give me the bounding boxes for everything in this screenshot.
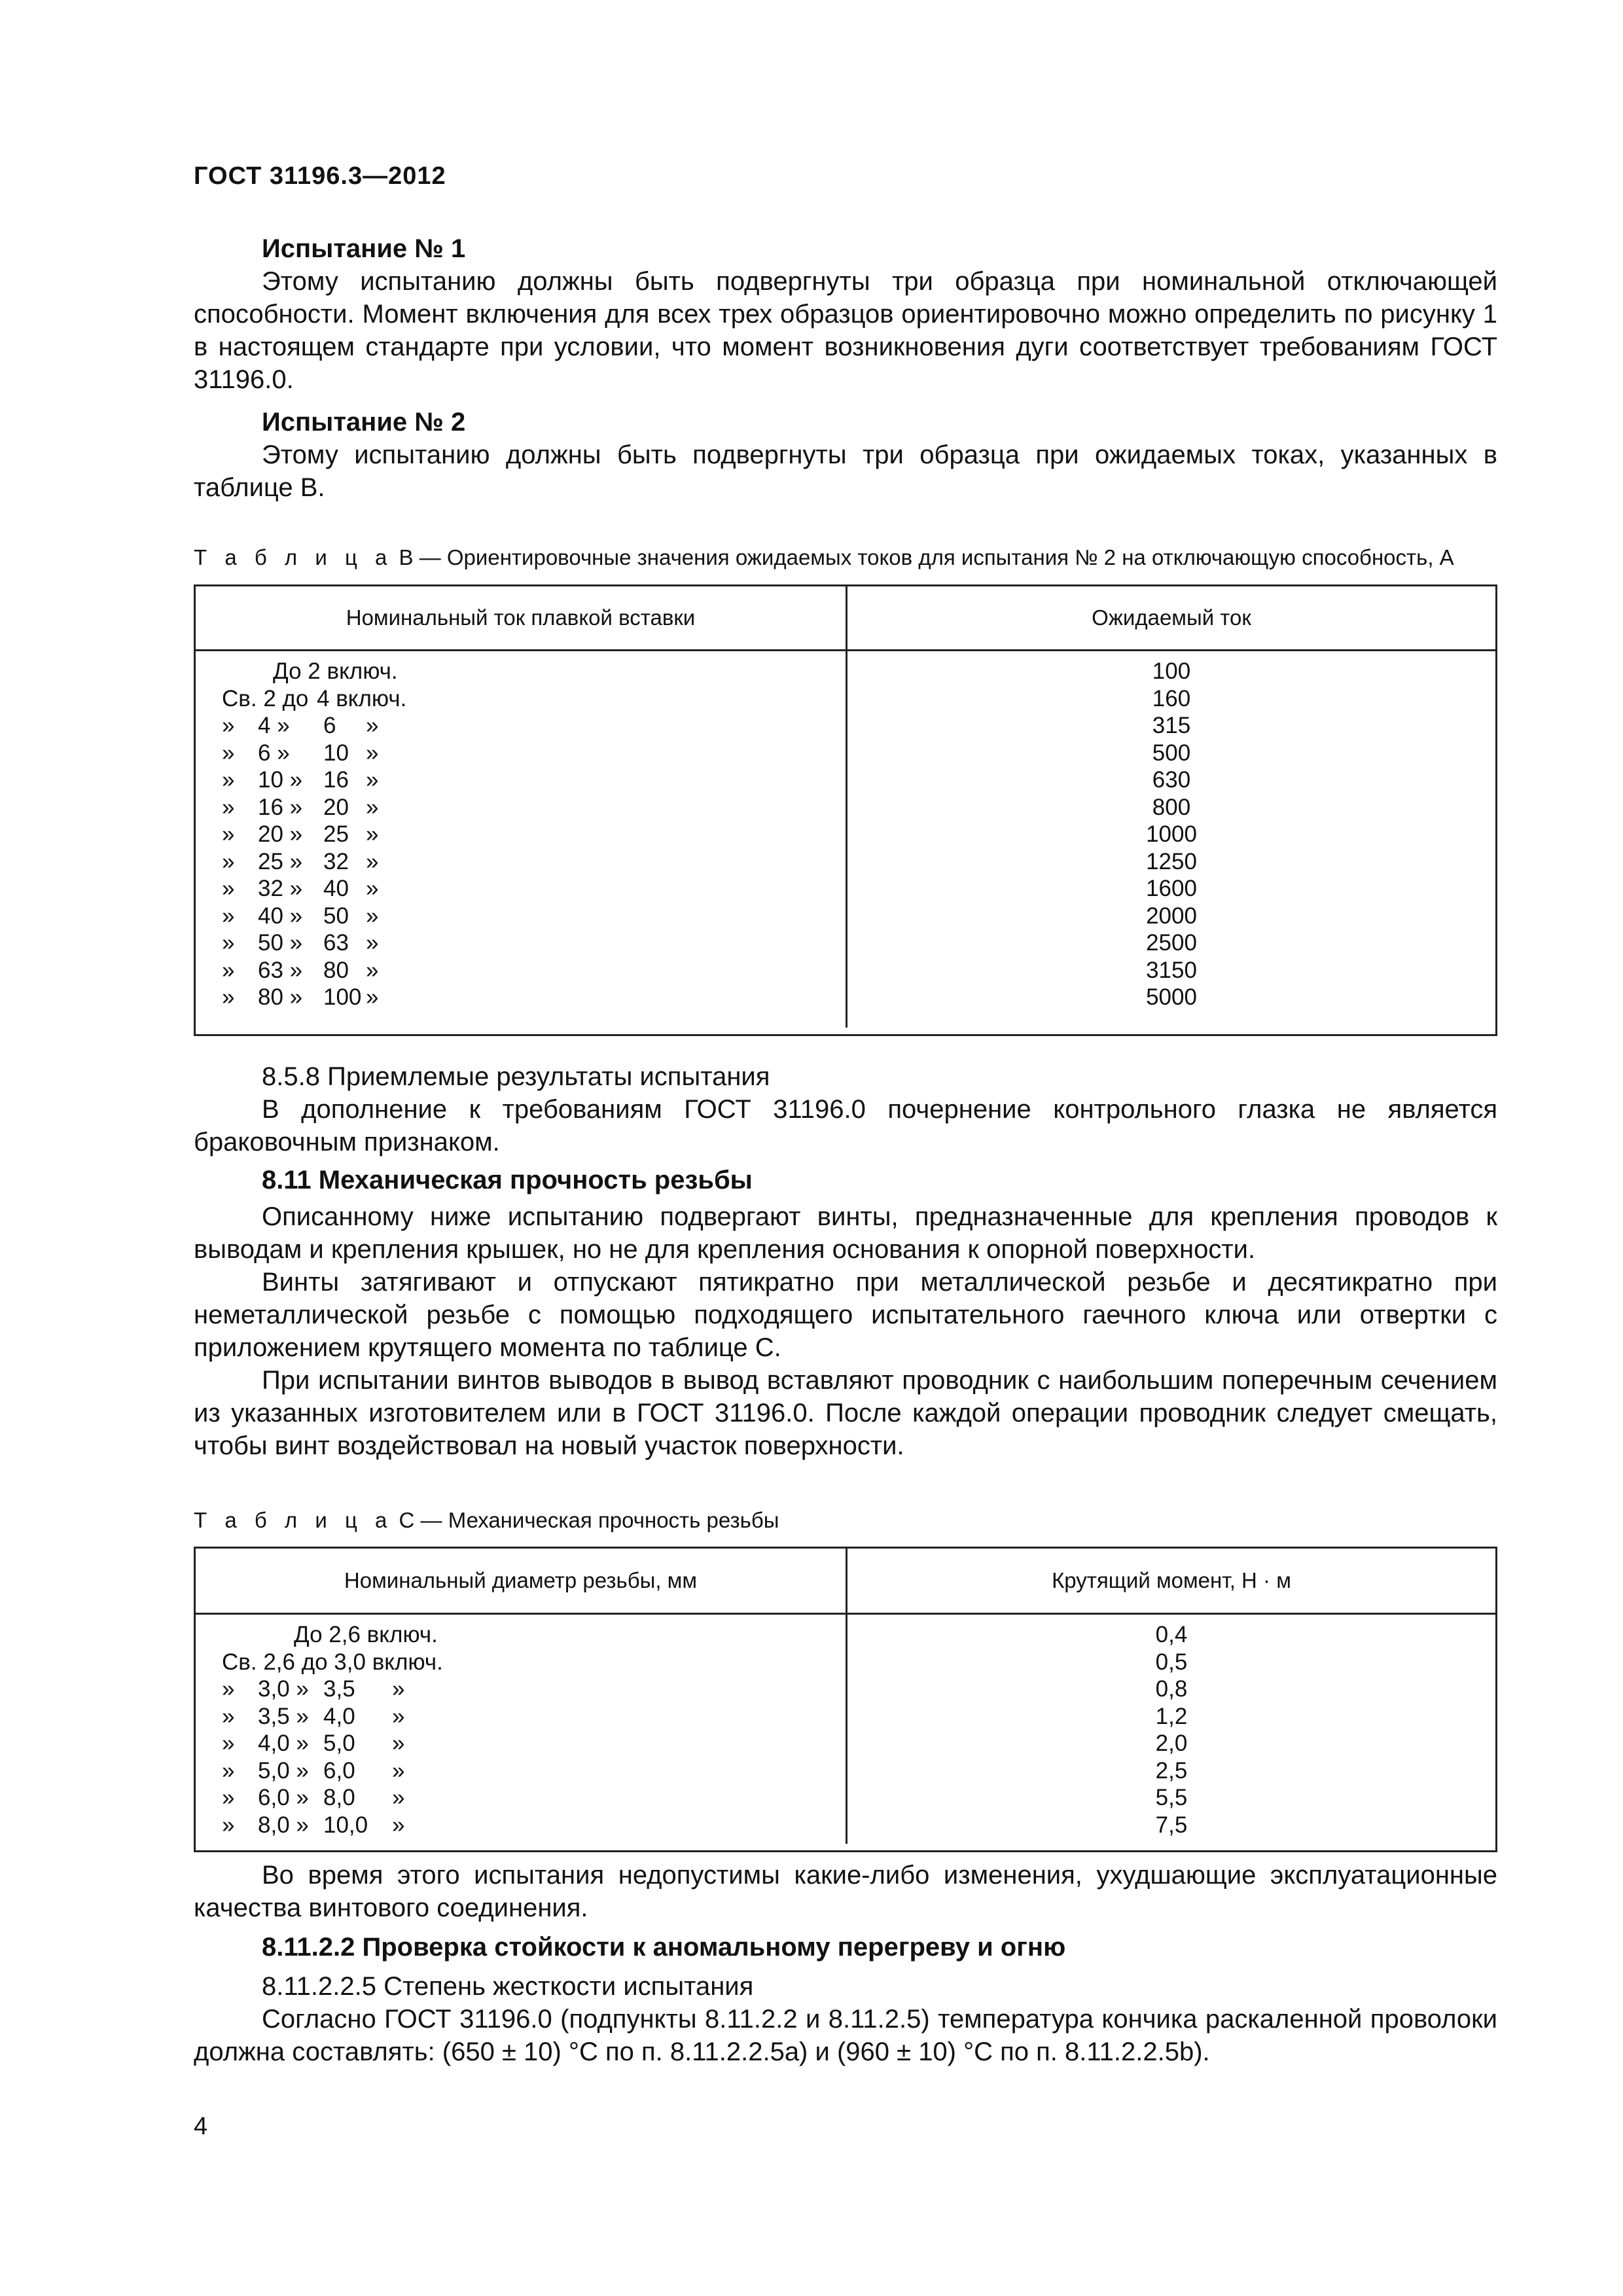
table-cell: » (366, 876, 379, 901)
table-c-header-row (196, 1549, 1495, 1615)
test-1-heading: Испытание № 1 (262, 234, 466, 263)
section-8-11-heading: 8.11 Механическая прочность резьбы (262, 1166, 753, 1194)
table-row (196, 1757, 846, 1785)
test-2-heading: Испытание № 2 (262, 408, 466, 437)
table-b-caption-prefix: Т а б л и ц а (194, 545, 393, 569)
table-b-header-expected-current: Ожидаемый ток (1092, 605, 1251, 630)
table-cell: 6 (323, 713, 336, 738)
page-number: 4 (194, 2113, 208, 2140)
table-cell: » (392, 1785, 405, 1810)
section-8-5-8-text: В дополнение к требованиям ГОСТ 31196.0 почернение контрольного глазка не является браковочным признаком. (194, 1095, 1497, 1157)
table-cell: 10 (323, 740, 349, 766)
table-cell: » (222, 984, 235, 1010)
table-cell: 10 » (258, 767, 303, 793)
table-row (196, 848, 846, 876)
table-cell: » (366, 903, 379, 929)
table-cell: » (366, 767, 379, 793)
table-c (194, 1547, 1497, 1852)
table-cell: 5,0 » (258, 1757, 309, 1784)
table-cell: 0,8 (1155, 1676, 1188, 1702)
table-cell: 4 включ. (317, 685, 407, 711)
table-cell: 40 » (258, 903, 303, 929)
section-8-11-2-2-heading: 8.11.2.2 Проверка стойкости к аномальному перегреву и огню (262, 1933, 1066, 1962)
table-cell: 10,0 (323, 1812, 368, 1838)
table-c-body (196, 1615, 1495, 1850)
table-cell: » (222, 1731, 235, 1756)
table-cell: 500 (1152, 740, 1191, 766)
test-1-section (194, 232, 1497, 396)
test-2-section (194, 406, 1497, 504)
table-row (196, 1703, 846, 1731)
section-8-11-para-1: Описанному ниже испытанию подвергают винты, предназначенные для крепления проводов к выводам и крепления крышек, но не для крепления основания к опорной поверхности. (194, 1202, 1497, 1264)
table-cell: 40 (323, 876, 349, 901)
table-row (196, 685, 846, 713)
table-cell: » (222, 848, 235, 874)
table-cell: 630 (1152, 767, 1191, 793)
section-8-11 (194, 1164, 1497, 1462)
table-row (196, 766, 846, 794)
table-row (196, 740, 846, 767)
table-cell: » (222, 794, 235, 820)
table-cell: 100 (323, 984, 362, 1010)
table-cell: 8,0 » (258, 1812, 309, 1838)
table-cell: 16 (323, 767, 349, 793)
table-cell: Св. 2 до (222, 685, 309, 711)
table-row (196, 903, 846, 930)
table-cell: 6 » (258, 740, 290, 766)
table-cell: 3,5 » (258, 1703, 309, 1729)
table-row (196, 1730, 846, 1757)
table-c-diameter-column (196, 1615, 847, 1844)
table-cell: » (366, 930, 379, 956)
table-cell: » (222, 821, 235, 847)
table-b-body (196, 651, 1495, 1034)
table-cell: » (222, 1812, 235, 1838)
table-cell: » (222, 957, 235, 983)
test-1-text: Этому испытанию должны быть подвергнуты три образца при номинальной отключающей способности. Момент включения для всех трех образцов ориентировочно можно определить по рисунку 1 в настоящем стандарте при условии, что момент возникновения дуги соответствует требованиям ГОСТ 31196.0. (194, 267, 1497, 394)
table-cell: » (366, 984, 379, 1010)
table-cell: 0,4 (1155, 1622, 1188, 1647)
table-cell: » (366, 740, 379, 766)
table-row (196, 1676, 846, 1703)
table-cell: 16 » (258, 794, 303, 820)
table-cell: 5,5 (1155, 1785, 1188, 1810)
test-2-text: Этому испытанию должны быть подвергнуты три образца при ожидаемых токах, указанных в таблице B. (194, 440, 1497, 502)
table-cell: » (366, 713, 379, 738)
table-cell: 25 » (258, 848, 303, 874)
table-cell: » (222, 740, 235, 766)
table-row (196, 984, 846, 1011)
table-cell: 63 (323, 930, 349, 956)
table-cell: » (366, 794, 379, 820)
table-row (196, 1784, 846, 1812)
table-cell: 32 (323, 848, 349, 874)
table-cell: 63 » (258, 957, 303, 983)
table-cell: 5,0 (323, 1731, 355, 1756)
section-8-5-8 (194, 1060, 1497, 1158)
section-8-11-2-2 (194, 1931, 1497, 2068)
table-cell: 4 » (258, 713, 290, 738)
table-cell: » (392, 1757, 405, 1784)
table-b-header-row (196, 586, 1495, 651)
table-cell: 6,0 » (258, 1785, 309, 1810)
table-row (196, 875, 846, 903)
table-cell: » (222, 767, 235, 793)
table-cell: » (222, 713, 235, 738)
table-c-header-diameter: Номинальный диаметр резьбы, мм (196, 1549, 847, 1613)
table-cell: » (222, 930, 235, 956)
table-cell: 2000 (1146, 903, 1197, 929)
table-b-caption (194, 545, 1497, 571)
table-cell: 1600 (1146, 876, 1197, 901)
table-cell: 2500 (1146, 930, 1197, 956)
table-cell: » (392, 1812, 405, 1838)
table-cell: 3150 (1146, 957, 1197, 983)
table-cell: 1250 (1146, 848, 1197, 874)
table-cell: 800 (1152, 794, 1191, 820)
table-b-expected-column (847, 651, 1495, 1034)
table-cell: 0,5 (1155, 1649, 1188, 1675)
table-cell: 4,0 » (258, 1731, 309, 1756)
table-cell: 100 (1152, 658, 1191, 684)
table-cell: 160 (1152, 685, 1191, 711)
table-cell: 6,0 (323, 1757, 355, 1784)
table-cell: 4,0 (323, 1703, 355, 1729)
table-row (196, 712, 846, 740)
table-cell: 8,0 (323, 1785, 355, 1810)
table-cell: 2,0 (1155, 1731, 1188, 1756)
table-cell: 32 » (258, 876, 303, 901)
after-table-c-text: Во время этого испытания недопустимы какие-либо изменения, ухудшающие эксплуатационные качества винтового соединения. (194, 1861, 1497, 1922)
table-cell: » (222, 1757, 235, 1784)
table-cell: Св. 2,6 до 3,0 включ. (222, 1649, 443, 1675)
table-c-caption-text: С — Механическая прочность резьбы (393, 1508, 779, 1532)
table-cell: 50 (323, 903, 349, 929)
table-cell: » (366, 848, 379, 874)
table-cell: » (222, 1703, 235, 1729)
table-row (196, 957, 846, 984)
table-cell: 1000 (1146, 821, 1197, 847)
table-cell: » (222, 1785, 235, 1810)
table-c-header-torque: Крутящий момент, Н · м (1052, 1568, 1291, 1592)
document-id-header: ГОСТ 31196.3—2012 (194, 162, 446, 190)
table-cell: 7,5 (1155, 1812, 1188, 1838)
section-8-11-2-2-5-title: 8.11.2.2.5 Степень жесткости испытания (262, 1972, 754, 2001)
table-row (196, 1621, 846, 1649)
section-8-5-8-title: 8.5.8 Приемлемые результаты испытания (262, 1062, 770, 1091)
table-cell: » (222, 903, 235, 929)
table-cell: До 2,6 включ. (294, 1622, 438, 1647)
table-c-caption-prefix: Т а б л и ц а (194, 1508, 393, 1532)
after-table-c (194, 1859, 1497, 1924)
table-cell: » (366, 957, 379, 983)
section-8-11-para-2: Винты затягивают и отпускают пятикратно при металлической резьбе и десятикратно при неметаллической резьбе с помощью подходящего испытательного гаечного ключа или отвертки с приложением крутящего момента по таблице С. (194, 1268, 1497, 1362)
table-cell: 20 (323, 794, 349, 820)
table-cell: 80 (323, 957, 349, 983)
table-row (196, 929, 846, 957)
table-c-caption (194, 1507, 1497, 1534)
table-cell: » (392, 1703, 405, 1729)
table-cell: » (392, 1676, 405, 1702)
table-c-torque-column (847, 1615, 1495, 1850)
table-b-caption-text: B — Ориентировочные значения ожидаемых токов для испытания № 2 на отключающую способность, А (393, 545, 1454, 569)
table-b (194, 584, 1497, 1036)
table-cell: 3,0 » (258, 1676, 309, 1702)
table-row (196, 821, 846, 848)
table-cell: » (366, 821, 379, 847)
table-row (196, 1812, 846, 1839)
section-8-11-para-3: При испытании винтов выводов в вывод вставляют проводник с наибольшим поперечным сечением из указанных изготовителем или в ГОСТ 31196.0. После каждой операции проводник следует смещать, чтобы винт воздействовал на новый участок поверхности. (194, 1366, 1497, 1460)
table-cell: » (222, 1676, 235, 1702)
table-cell: 50 » (258, 930, 303, 956)
table-b-header-nominal-current: Номинальный ток плавкой вставки (196, 586, 847, 649)
table-cell: 3,5 (323, 1676, 355, 1702)
table-row (196, 1649, 846, 1676)
table-row (196, 794, 846, 821)
table-cell: 315 (1152, 713, 1191, 738)
table-cell: До 2 включ. (273, 658, 398, 684)
table-cell: 5000 (1146, 984, 1197, 1010)
table-cell: 2,5 (1155, 1757, 1188, 1784)
table-cell: 1,2 (1155, 1703, 1188, 1729)
table-cell: 25 (323, 821, 349, 847)
table-b-nominal-column (196, 651, 847, 1028)
section-8-11-2-2-5-text: Согласно ГОСТ 31196.0 (подпункты 8.11.2.2 и 8.11.2.5) температура кончика раскаленной проволоки должна составлять: (650 ± 10) °С по п. 8.11.2.2.5а) и (960 ± 10) °С по п. 8.11.2.2.5b). (194, 2005, 1497, 2066)
table-cell: » (392, 1731, 405, 1756)
table-cell: 20 » (258, 821, 303, 847)
table-cell: » (222, 876, 235, 901)
table-cell: 80 » (258, 984, 303, 1010)
table-row (196, 658, 846, 685)
